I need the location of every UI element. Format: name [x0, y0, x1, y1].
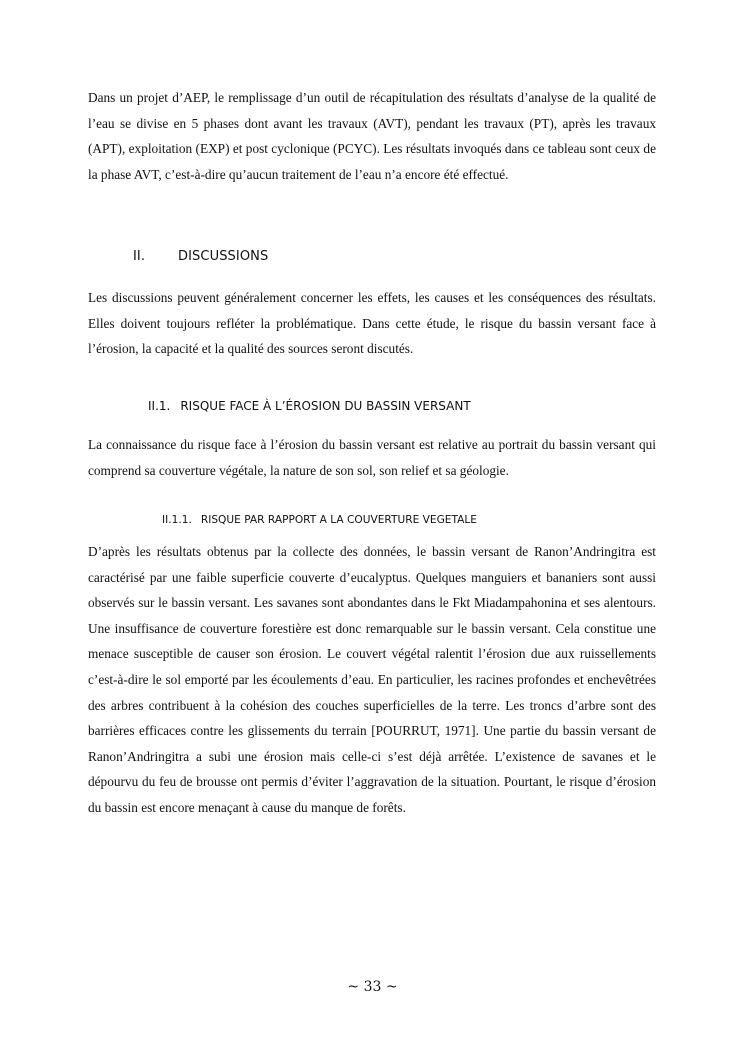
subsection-title: RISQUE FACE À L’ÉROSION DU BASSIN VERSANT	[180, 399, 471, 413]
subsubsection-heading	[162, 514, 477, 526]
page-number: ~ 33 ~	[347, 979, 398, 995]
subsubsection-number: II.1.1.	[162, 514, 192, 526]
subsubsection-title: RISQUE PAR RAPPORT A LA COUVERTURE VEGETALE	[200, 514, 477, 526]
section-title: DISCUSSIONS	[178, 249, 269, 264]
discussions-paragraph: Les discussions peuvent généralement concerner les effets, les causes et les conséquences des résultats. Elles doivent toujours refléter la problématique. Dans cette étude, le risque du bassin versant face à l’érosion, la capacité et la qualité des sources seront discutés.	[88, 290, 656, 357]
intro-paragraph: Dans un projet d’AEP, le remplissage d’un outil de récapitulation des résultats d’analyse de la qualité de l’eau se divise en 5 phases dont avant les travaux (AVT), pendant les travaux (PT), après les travaux (APT), exploitation (EXP) et post cyclonique (PCYC). Les résultats invoqués dans ce tableau sont ceux de la phase AVT, c’est-à-dire qu’aucun traitement de l’eau n’a encore été effectué.	[88, 90, 656, 182]
subsection-heading	[148, 399, 471, 413]
risque-erosion-paragraph: La connaissance du risque face à l’érosion du bassin versant est relative au portrait du bassin versant qui comprend sa couverture végétale, la nature de son sol, son relief et sa géologie.	[88, 437, 656, 478]
couverture-paragraph: D’après les résultats obtenus par la collecte des données, le bassin versant de Ranon’Andringitra est caractérisé par une faible superficie couverte d’eucalyptus. Quelques manguiers et bananiers sont aussi observés sur le bassin versant. Les savanes sont abondantes dans le Fkt Miadampahonina et ses alentours. Une insuffisance de couverture forestière est donc remarquable sur le bassin versant. Cela constitue une menace susceptible de causer son érosion. Le couvert végétal ralentit l’érosion due aux ruissellements c’est-à-dire le sol emporté par les écoulements d’eau. En particulier, les racines profondes et enchevêtrées des arbres contribuent à la cohésion des couches superficielles de la terre. Les troncs d’arbre sont des barrières efficaces contre les glissements du terrain [POURRUT, 1971]. Une partie du bassin versant de Ranon’Andringitra a subi une érosion mais celle-ci s’est déjà arrêtée. L’existence de savanes et le dépourvu du feu de brousse ont permis d’éviter l’aggravation de la situation. Pourtant, le risque d’érosion du bassin est encore menaçant à cause du manque de forêts.	[88, 544, 656, 815]
section-number: II.	[133, 249, 146, 264]
subsection-number: II.1.	[148, 399, 171, 413]
